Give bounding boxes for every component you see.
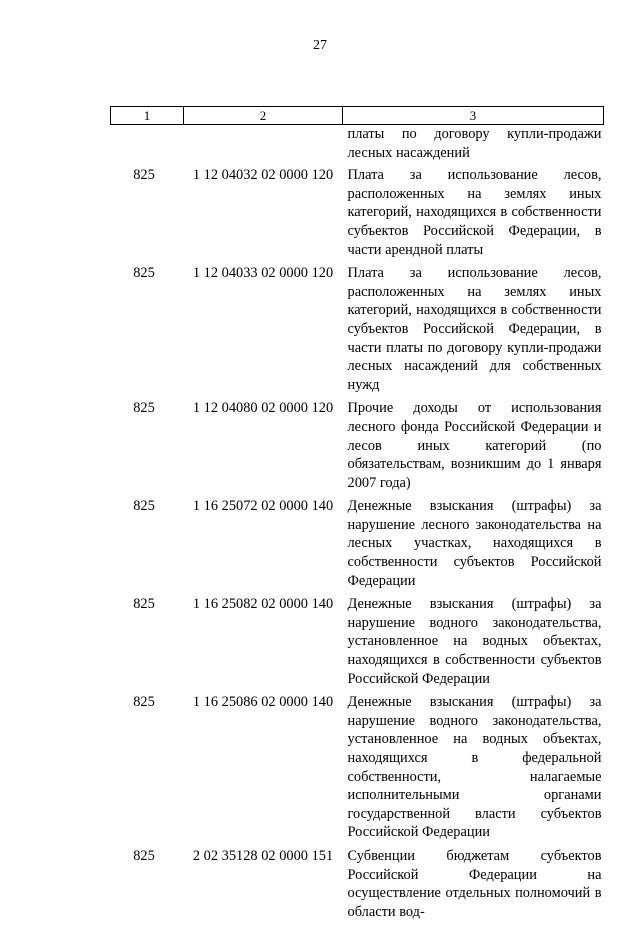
- table-row: [111, 595, 604, 693]
- admin-code-cell: 825: [133, 596, 155, 613]
- table-row: [111, 399, 604, 497]
- admin-code-cell: 825: [133, 847, 155, 864]
- table-row: [111, 166, 604, 264]
- description-cell: Денежные взыскания (штрафы) за нарушение водного законодательства, установленное на водных объектах, находящихся в федеральной собственности, налагаемые исполнительными органами государственной власти субъектов Российской Федерации: [347, 694, 602, 841]
- table-row: [111, 847, 604, 926]
- table-row-continuation: [111, 125, 604, 167]
- budget-code-cell: 1 16 25072 02 0000 140: [192, 498, 334, 515]
- budget-code-cell: 1 12 04033 02 0000 120: [192, 265, 334, 282]
- description-cell: Плата за использование лесов, расположенных на землях иных категорий, находящихся в собственности субъектов Российской Федерации, в части арендной платы: [347, 167, 602, 258]
- budget-code-cell: 1 12 04080 02 0000 120: [192, 400, 334, 417]
- table-row: [111, 497, 604, 595]
- admin-code-cell: [111, 125, 184, 167]
- column-header-1: 1: [111, 107, 184, 125]
- budget-code-cell: 2 02 35128 02 0000 151: [192, 847, 334, 864]
- admin-code-cell: 825: [133, 167, 155, 184]
- description-cell: Прочие доходы от использования лесного фонда Российской Федерации и лесов иных категорий (по обязательствам, возникшим до 1 января 2007 года): [347, 400, 602, 491]
- description-cell: платы по договору купли-продажи лесных насаждений: [347, 126, 602, 161]
- admin-code-cell: 825: [133, 498, 155, 515]
- budget-code-cell: 1 16 25082 02 0000 140: [192, 596, 334, 613]
- budget-code-cell: 1 12 04032 02 0000 120: [192, 167, 334, 184]
- description-cell: Денежные взыскания (штрафы) за нарушение лесного законодательства на лесных участках, находящихся в собственности субъектов Российской Федерации: [347, 498, 602, 589]
- description-cell: Субвенции бюджетам субъектов Российской Федерации на осуществление отдельных полномочий в области вод-: [347, 847, 602, 920]
- column-header-2: 2: [184, 107, 343, 125]
- table-header: [111, 107, 604, 125]
- admin-code-cell: 825: [133, 694, 155, 711]
- budget-codes-table: [110, 106, 604, 926]
- page-number: 27: [313, 38, 327, 53]
- admin-code-cell: 825: [133, 400, 155, 417]
- column-header-3: 3: [343, 107, 604, 125]
- table-row: [111, 693, 604, 847]
- admin-code-cell: 825: [133, 265, 155, 282]
- table-row: [111, 264, 604, 399]
- description-cell: Денежные взыскания (штрафы) за нарушение водного законодательства, установленное на водных объектах, находящихся в собственности субъектов Российской Федерации: [347, 596, 602, 687]
- description-cell: Плата за использование лесов, расположенных на землях иных категорий, находящихся в собственности субъектов Российской Федерации, в части платы по договору купли-продажи лесных насаждений для собственных нужд: [347, 265, 602, 393]
- budget-code-cell: 1 16 25086 02 0000 140: [192, 694, 334, 711]
- budget-code-cell: [184, 125, 343, 167]
